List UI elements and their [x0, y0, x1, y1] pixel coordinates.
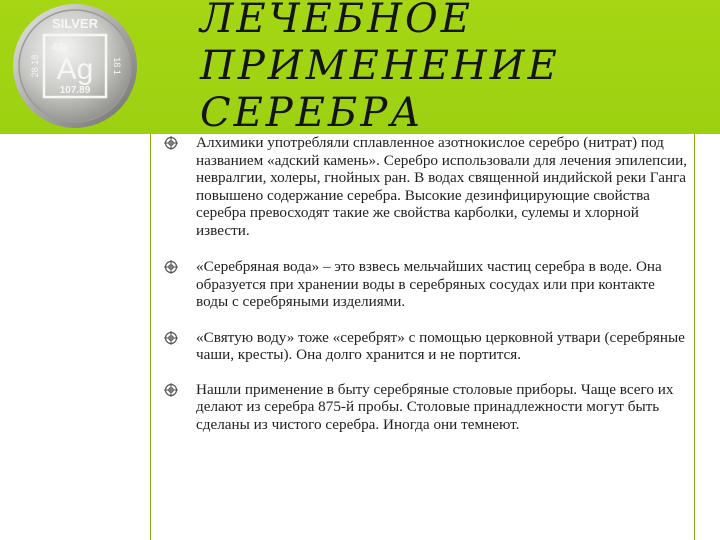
bullet-text: «Серебряная вода» – это взвесь мельчайших частиц серебра в воде. Она образуется при хранении воды в серебряных сосудах или при контакте воды с серебряными изделиями.: [196, 258, 662, 310]
list-item: [160, 134, 690, 239]
coin-atomic-mass: 107.89: [59, 85, 91, 96]
coin-side-left-text: 28 18: [30, 54, 40, 78]
list-item: [160, 258, 690, 311]
target-bullet-icon: [164, 331, 178, 345]
coin-element-symbol: Ag: [56, 53, 94, 86]
list-item: [160, 329, 690, 364]
coin-atomic-number: 47: [52, 42, 64, 53]
coin-element-name: SILVER: [52, 16, 98, 31]
left-margin-panel: [0, 134, 148, 540]
title-line-2: ПРИМЕНЕНИЕ: [200, 43, 560, 89]
target-bullet-icon: [164, 136, 178, 150]
coin-side-right-text: 18 1: [112, 57, 122, 75]
target-bullet-icon: [164, 260, 178, 274]
bullet-text: «Святую воду» тоже «серебрят» с помощью церковной утвари (серебряные чаши, кресты). Она долго хранится и не портится.: [196, 328, 685, 363]
bullet-text: Нашли применение в быту серебряные столовые приборы. Чаще всего их делают из серебра 875-й пробы. Столовые принадлежности могут быть сделаны из чистого серебра. Иногда они темнеют.: [196, 380, 674, 433]
list-item: [160, 381, 690, 434]
title-line-3: СЕРЕБРА: [200, 90, 424, 136]
page-title: [200, 0, 600, 137]
bullet-list: [160, 134, 690, 433]
content-frame-left-line: [150, 134, 151, 540]
title-line-1: ЛЕЧЕБНОЕ: [200, 0, 473, 42]
bullet-text: Алхимики употребляли сплавленное азотнокислое серебро (нитрат) под названием «адский камень». Серебро использовали для лечения эпилепсии, невралгии, холеры, гнойных ран. В водах священной индийской реки Ганга повышено содержание серебра. Высокие дезинфицирующие свойства серебра превосходят такие же свойства карболки, сулемы и хлорной извести.: [196, 134, 688, 239]
content-frame-right-line: [694, 134, 695, 540]
silver-element-coin-icon: [12, 3, 138, 129]
target-bullet-icon: [164, 383, 178, 397]
